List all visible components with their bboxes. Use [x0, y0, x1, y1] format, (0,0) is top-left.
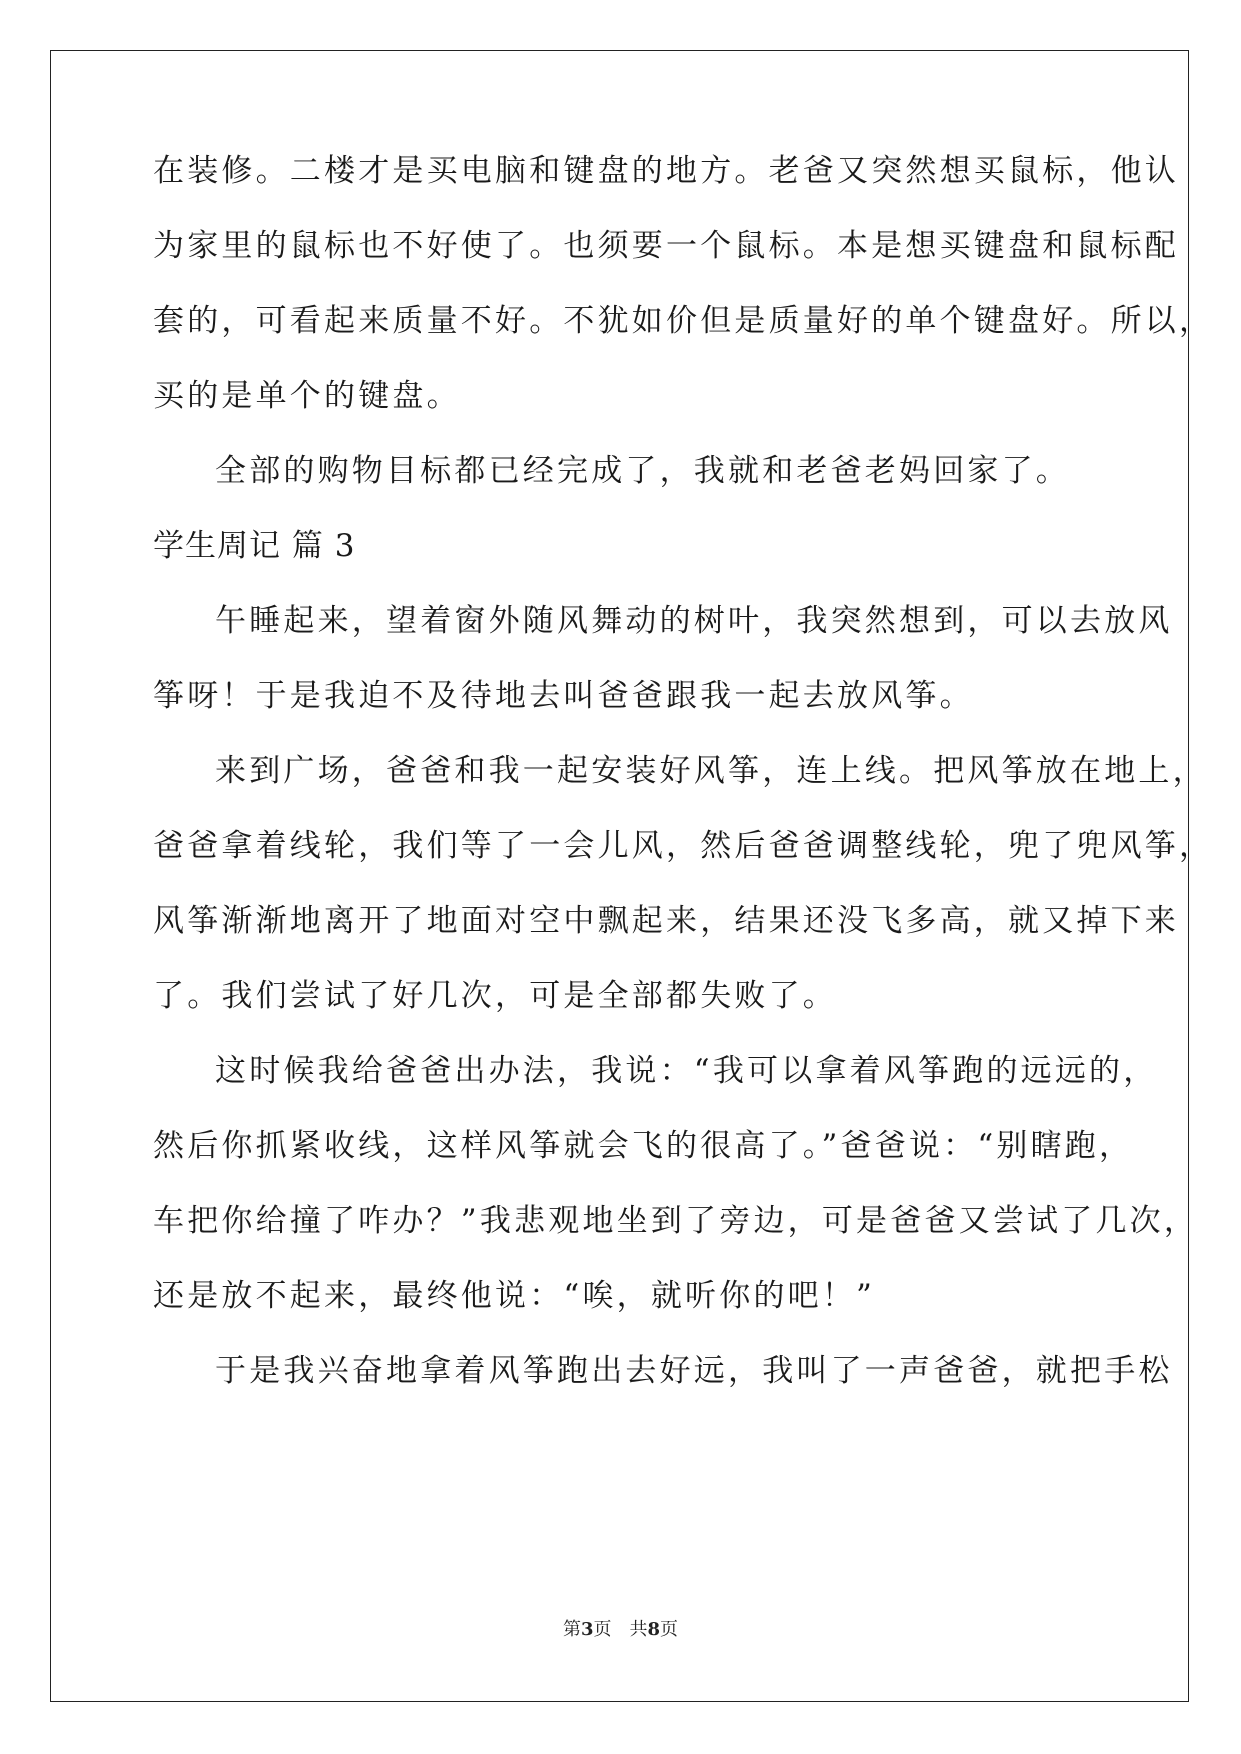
text-line: 爸爸拿着线轮，我们等了一会儿风，然后爸爸调整线轮，兜了兜风筝，	[153, 828, 1214, 864]
text-line: 然后你抓紧收线，这样风筝就会飞的很高了。”爸爸说：“别瞎跑，	[153, 1128, 1134, 1164]
page-border	[50, 50, 1189, 1702]
current-page-number: 3	[580, 1619, 594, 1640]
text-line: 这时候我给爸爸出办法，我说：“我可以拿着风筝跑的远远的，	[215, 1053, 1158, 1089]
text-line: 风筝渐渐地离开了地面对空中飘起来，结果还没飞多高，就又掉下来	[153, 903, 1179, 939]
page-footer	[0, 1618, 1241, 1642]
section-heading: 学生周记 篇 3	[153, 528, 356, 564]
text-line: 全部的购物目标都已经完成了，我就和老爸老妈回家了。	[215, 453, 1070, 489]
text-line: 买的是单个的键盘。	[153, 378, 461, 414]
text-line: 套的，可看起来质量不好。不犹如价但是质量好的单个键盘好。所以，	[153, 303, 1214, 339]
text-line: 在装修。二楼才是买电脑和键盘的地方。老爸又突然想买鼠标，他认	[153, 153, 1179, 189]
total-pages-number: 8	[647, 1619, 661, 1640]
footer-suffix: 页	[660, 1619, 679, 1640]
text-line: 来到广场，爸爸和我一起安装好风筝，连上线。把风筝放在地上，	[215, 753, 1207, 789]
text-line: 车把你给撞了咋办？”我悲观地坐到了旁边，可是爸爸又尝试了几次，	[153, 1203, 1199, 1239]
text-line: 午睡起来，望着窗外随风舞动的树叶，我突然想到，可以去放风	[215, 603, 1173, 639]
footer-prefix: 第	[562, 1619, 581, 1640]
text-line: 为家里的鼠标也不好使了。也须要一个鼠标。本是想买键盘和鼠标配	[153, 228, 1179, 264]
text-line: 了。我们尝试了好几次，可是全部都失败了。	[153, 978, 837, 1014]
text-line: 还是放不起来，最终他说：“唉，就听你的吧！”	[153, 1278, 876, 1314]
text-line: 于是我兴奋地拿着风筝跑出去好远，我叫了一声爸爸，就把手松	[215, 1353, 1173, 1389]
text-line: 筝呀！于是我迫不及待地去叫爸爸跟我一起去放风筝。	[153, 678, 974, 714]
footer-middle: 页 共	[593, 1619, 648, 1640]
